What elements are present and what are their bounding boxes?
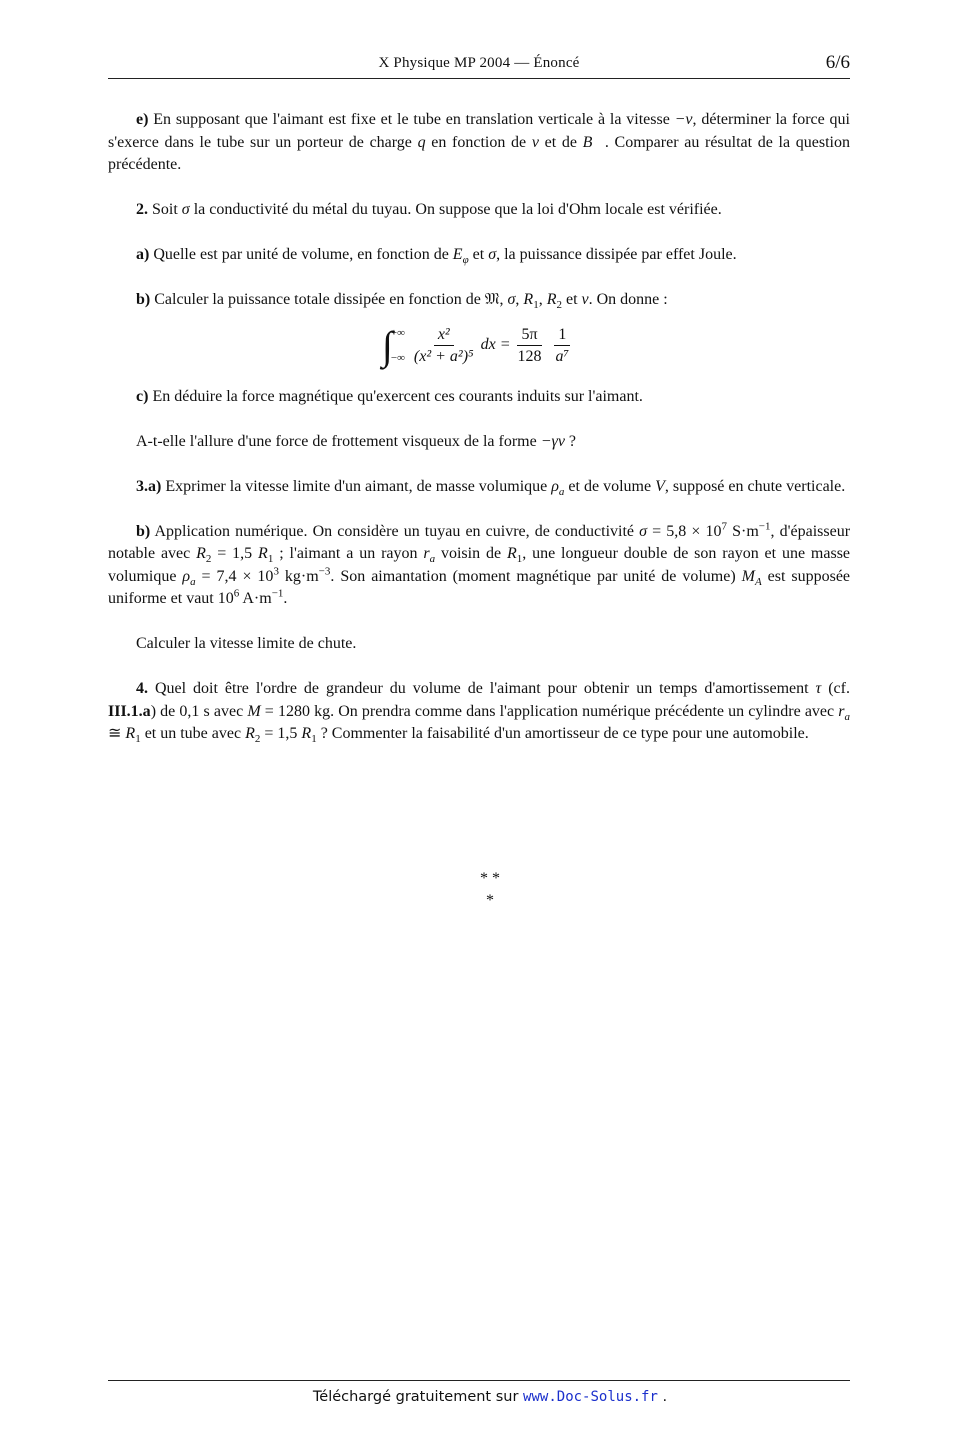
result-fraction-1 [514, 325, 546, 366]
result-fraction-2 [552, 325, 574, 366]
integrand-denominator: (x² + a²)⁵ [413, 348, 474, 365]
page-footer [0, 1389, 980, 1405]
integral-formula [108, 318, 850, 374]
paragraph-2c: c) En déduire la force magnétique qu'exercent ces courants induits sur l'aimant. [136, 387, 643, 405]
integral-upper-limit: +∞ [390, 326, 405, 339]
footer-link[interactable]: www.Doc-Solus.fr [523, 1389, 658, 1405]
paragraph-2b: b) Calculer la puissance totale dissipée en fonction de 𝔐, σ, $R_1$, $R_2$ et v. On donne : [136, 291, 668, 312]
paragraph-2a: a) Quelle est par unité de volume, en fonction de $E_\varphi$ et σ, la puissance dissipée par effet Joule. [136, 246, 737, 267]
result-numerator-2: 1 [554, 325, 570, 346]
paragraph-1e: e) En supposant que l'aimant est fixe et le tube en translation verticale à la vitesse −v, déterminer la force qui s'exerce dans le tube sur un porteur de charge q en fonction de v et de B⃗. Comparer au résultat de la question précédente. [108, 111, 850, 173]
paragraph-3b-question: Calculer la vitesse limite de chute. [136, 635, 357, 652]
result-denominator-1: 128 [517, 348, 542, 365]
document-body [108, 109, 850, 768]
end-stars-bottom: * [486, 892, 494, 909]
footer-trail: . [657, 1389, 668, 1405]
integral-sign: ∫ +∞ −∞ [381, 322, 405, 368]
footer-text: Téléchargé gratuitement sur [312, 1389, 524, 1405]
result-denominator-2: a⁷ [555, 348, 570, 365]
page-header [108, 52, 850, 79]
integrand-numerator: x² [434, 325, 454, 346]
paragraph-3a: 3.a) Exprimer la vitesse limite d'un aimant, de masse volumique $\rho_a$ et de volume V, supposé en chute verticale. [136, 477, 846, 498]
header-title: X Physique MP 2004 — Énoncé [378, 55, 580, 71]
formula-dx-equals: dx = [480, 336, 511, 354]
paragraph-2: 2. Soit σ la conductivité du métal du tuyau. On suppose que la loi d'Ohm locale est vérifiée. [136, 201, 722, 218]
page-number: 6/6 [825, 52, 850, 73]
end-stars-top: * * [480, 870, 500, 887]
paragraph-4: 4. Quel doit être l'ordre de grandeur du volume de l'aimant pour obtenir un temps d'amortissement τ (cf. III.1.a) de 0,1 s avec M = 1280 kg. On prendra comme dans l'application numérique précédente un cylindre avec $r_a$ ≅ $R_1$ et un tube avec $R_2 = 1,5$ $R_1$ ? Commenter la faisabilité d'un amortisseur de ce type pour une automobile. [108, 680, 850, 746]
integrand-fraction [410, 325, 478, 366]
result-numerator-1: 5π [517, 325, 541, 346]
footer-divider [108, 1380, 850, 1381]
paragraph-3b: b) Application numérique. On considère un tuyau en cuivre, de conductivité $\sigma = 5,8 \times 10^7$ $S\cdot m^{-1}$, d'épaisseur notable avec $R_2 = 1,5$ $R_1$ ; l'aimant a un rayon $r_a$ voisin de $R_1$, une longueur double de son rayon et une masse volumique $\rho_a = 7,4 \times 10^3$ $kg\cdot m^{-3}$. Son aimantation (moment magnétique par unité de volume) $M_A$ est supposée uniforme et vaut $10^6$ $A\cdot m^{-1}$. [108, 520, 851, 607]
paragraph-2c-question: A-t-elle l'allure d'une force de frottement visqueux de la forme −γv ? [136, 432, 577, 450]
integral-lower-limit: −∞ [390, 352, 405, 364]
